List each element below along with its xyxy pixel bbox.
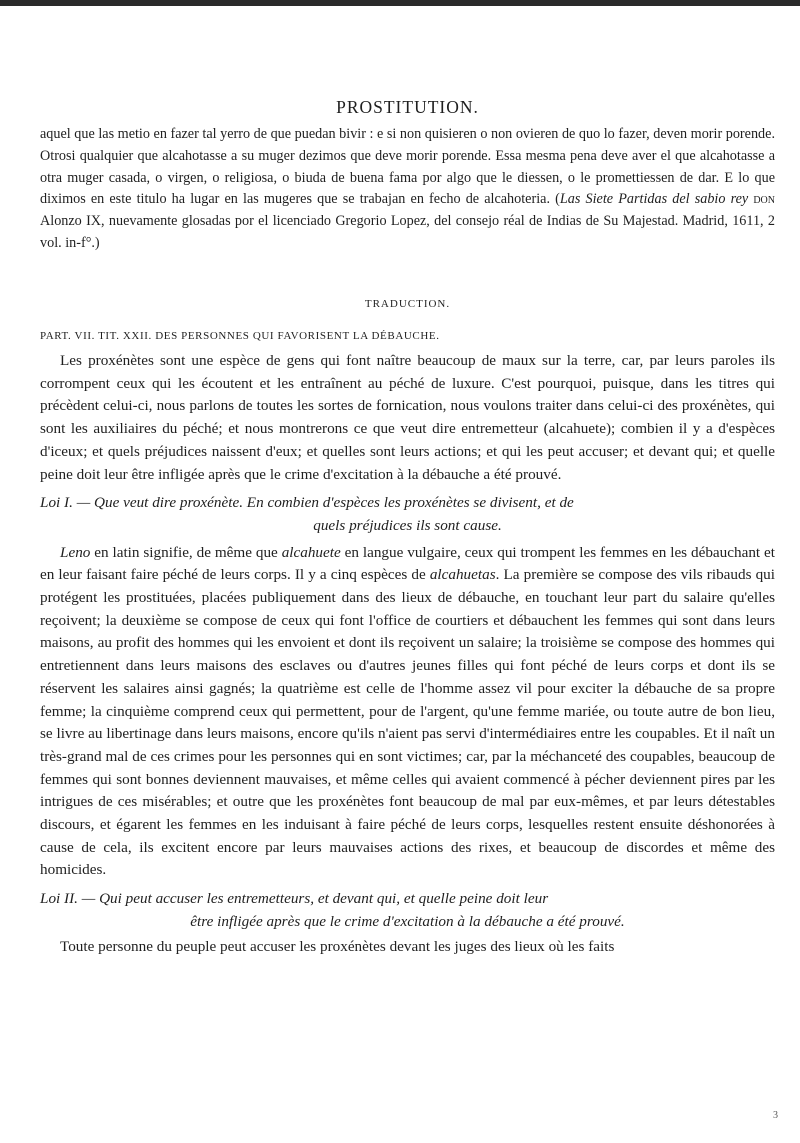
- spanish-text: aquel que las metio en fazer tal yerro de que puedan bivir : e si non quisieren o non ovieren de quo lo fazer, deven morir porende. Otrosi qualquier que alcahotasse a su muger dezimos que deve morir porende. Essa mesma pena deve aver el que alcahotasse a otra muger casada, o virgen, o religiosa, o biuda de buena fama por algo que le diessen, o le promettiessen de dar. E lo que diximos en este titulo ha lugar en las mugeres que se trabajan en fecho de alcahoteria.: [40, 126, 775, 208]
- loi-1-paragraph: Leno en latin signifie, de même que alcahuete en langue vulgaire, ceux qui trompent les femmes en les débauchant et en leur faisant faire péché de leurs corps. Il y a cinq espèces de alcahuetas. La première se compose des vils ribauds qui protégent les prostituées, placées publiquement dans des lieux de débauche, en touchant leur part du salaire qu'elles reçoivent; la deuxième se compose de ceux qui font l'office de courtiers et débauchent les femmes qui sont dans leurs maisons, au profit des hommes qui les envoient et dont ils reçoivent un salaire; la troisième se compose des hommes qui entretiennent dans leurs maisons des esclaves ou d'autres jeunes filles qui font péché de leurs corps et dont ils se réservent les salaires ainsi gagnés; la quatrième est celle de l'homme assez vil pour exciter la débauche de sa propre femme; la cinquième comprend ceux qui permettent, pour de l'argent, qu'une femme mariée, ou toute autre de bon lieu, se livre au libertinage dans leurs maisons, encore qu'ils n'aient pas servi d'intermédiaires entre les coupables. Et il naît un très-grand mal de ces crimes pour les personnes qui en sont victimes; car, par la méchanceté des coupables, beaucoup de femmes qui sont bonnes deviennent mauvaises, et même celles qui avaient commencé à pécher deviennent pires par les intrigues de ces misérables; et outre que les proxénètes font beaucoup de mal par eux-mêmes, et par leurs détestables discours, et égarent les femmes en les induisant à faire péché de leurs corps, lesquelles restent ensuite déshonorées à cause de cela, ils excitent encore par leurs mauvaises actions des rixes, et beaucoup de discordes et même des homicides.: [40, 543, 775, 879]
- top-edge-rule: [0, 0, 800, 6]
- spanish-source-passage: [40, 124, 775, 255]
- loi-1-heading: Loi I. — Que veut dire proxénète. En combien d'espèces les proxénètes se divisent, et de quels préjudices ils sont cause.: [40, 494, 574, 534]
- loi-2-paragraph: Toute personne du peuple peut accuser les proxénètes devant les juges des lieux où les faits: [60, 937, 615, 955]
- page-signature: 3: [773, 1110, 778, 1121]
- translation-body: [40, 350, 775, 958]
- loi-2-heading: Loi II. — Qui peut accuser les entremetteurs, et devant qui, et quelle peine doit leur être infligée après que le crime d'excitation à la débauche a été prouvé.: [40, 890, 625, 930]
- intro-paragraph: Les proxénètes sont une espèce de gens qui font naître beaucoup de maux sur la terre, car, par leurs paroles ils corrompent ceux qui les écoutent et les entraînent au péché de luxure. C'est pourquoi, puisque, dans les titres qui précèdent celui-ci, nous parlons de toutes les sortes de fornication, nous voulons traiter dans celui-ci des proxénètes, qui sont les auxiliaires du péché; et nous montrerons ce que veut dire entremetteur (alcahuete); combien il y a d'espèces d'iceux; et quels préjudices naissent d'eux; et quelles sont leurs actions; et qui les peut accuser; et devant qui; et quelle peine doit leur être infligée après que le crime d'excitation à la débauche a été prouvé.: [40, 352, 775, 483]
- part-heading: PART. VII. TIT. XXII. DES PERSONNES QUI FAVORISENT LA DÉBAUCHE.: [40, 330, 440, 342]
- running-title: PROSTITUTION.: [336, 97, 479, 117]
- spanish-citation: (Las Siete Partidas del sabio rey don Alonzo IX, nuevamente glosadas por el licenciado Gregorio Lopez, del consejo réal de Indias de Su Majestad. Madrid, 1611, 2 vol. in-f°.): [40, 191, 775, 251]
- citation-title: Las Siete Partidas del sabio rey: [559, 191, 749, 208]
- translation-heading: TRADUCTION.: [364, 298, 451, 310]
